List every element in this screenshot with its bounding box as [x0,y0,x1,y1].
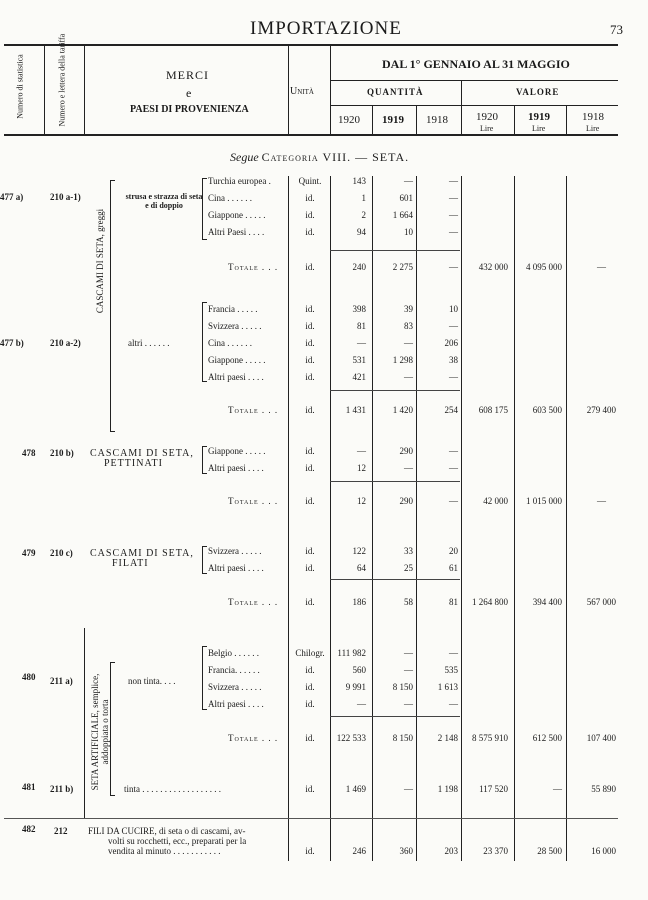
year-q1920: 1920 [338,114,360,126]
qty-1919: 83 [404,321,413,331]
qty-1919: 58 [404,597,413,607]
country-name: Altri paesi . . . . [208,699,264,709]
year-q1918: 1918 [426,114,448,126]
tariff-number: 210 c) [50,548,73,558]
unit: id. [305,733,315,743]
qty-1919: — [404,338,413,348]
qty-1920: — [357,338,366,348]
qty-1918: — [449,193,458,203]
qty-1920: 111 982 [337,648,366,658]
stat-number: 479 [22,548,36,558]
year-v1920: 1920 [476,111,498,123]
qty-1919: — [404,784,413,794]
tariff-number: 211 b) [50,784,74,794]
value-1920: 23 370 [483,846,508,856]
qty-1920: 186 [352,597,366,607]
country-name: Giappone . . . . . [208,355,266,365]
qty-1920: 246 [352,846,366,856]
qty-1919: 10 [404,227,413,237]
qty-1919: 8 150 [392,733,413,743]
qty-1919: — [404,665,413,675]
qty-1920: 560 [352,665,366,675]
group-seta-artificiale: SETA ARTIFICIALE, semplice, addoppiata o torta [90,673,110,791]
unit: id. [305,193,315,203]
total-label: Totale . . . [228,733,279,743]
qty-1918: 38 [449,355,458,365]
value-1919: 394 400 [532,597,562,607]
section-segue: Segue [230,150,259,164]
qty-1918: — [449,496,458,506]
value-1920: 117 520 [479,784,508,794]
qty-1919: — [404,648,413,658]
unit: id. [305,262,315,272]
col-header-period: DAL 1° GENNAIO AL 31 MAGGIO [382,57,570,71]
item-description: strusa e strazza di seta e di doppio [125,192,203,210]
country-name: Svizzera . . . . . [208,682,262,692]
unit: id. [305,463,315,473]
qty-1920: 12 [357,496,366,506]
qty-1920: 64 [357,563,366,573]
tariff-number: 210 a-1) [50,192,81,202]
value-1919: 603 500 [532,405,562,415]
value-1918: 16 000 [591,846,616,856]
qty-1920: 421 [352,372,366,382]
value-1920: 1 264 800 [472,597,508,607]
value-1918: 55 890 [591,784,616,794]
tariff-number: 211 a) [50,676,73,686]
qty-1920: — [357,699,366,709]
year-v1919: 1919 [528,111,550,123]
country-name: Svizzera . . . . . [208,321,262,331]
lire-v1919: Lire [532,124,546,133]
page-number: 73 [610,22,623,37]
col-header-unita: Unità [290,86,314,97]
country-name: Altri paesi . . . . [208,463,264,473]
qty-1920: 1 [361,193,366,203]
item-description-2: PETTINATI [104,458,163,469]
value-1920: 432 000 [478,262,508,272]
qty-1918: — [449,463,458,473]
col-header-e: e [186,86,192,100]
section-title [230,150,409,165]
value-1920: 608 175 [478,405,508,415]
unit: id. [305,597,315,607]
unit: id. [305,846,315,856]
country-name: Belgio . . . . . . [208,648,259,658]
qty-1920: 531 [352,355,366,365]
col-header-valore: VALORE [516,87,560,97]
total-label: Totale . . . [228,262,279,272]
lire-v1920: Lire [480,124,494,133]
qty-1919: 601 [399,193,413,203]
qty-1919: 360 [399,846,413,856]
value-1919: — [553,784,562,794]
unit: id. [305,304,315,314]
unit: id. [305,372,315,382]
qty-1920: 9 991 [345,682,366,692]
qty-1918: — [449,372,458,382]
stat-number: 481 [22,782,36,792]
item-description-2: volti su rocchetti, ecc., preparati per la [108,836,247,846]
value-1918: 279 400 [586,405,616,415]
value-1919: 612 500 [532,733,562,743]
unit: id. [305,321,315,331]
item-description: FILI DA CUCIRE, di seta o di cascami, av- [88,826,246,836]
unit: id. [305,563,315,573]
value-1920: 42 000 [483,496,508,506]
qty-1918: — [449,262,458,272]
unit: id. [305,665,315,675]
total-label: Totale . . . [228,496,279,506]
unit: Quint. [298,176,322,186]
col-header-paesi: PAESI DI PROVENIENZA [130,104,249,115]
country-name: Turchia europea . [208,176,271,186]
tariff-number: 210 a-2) [50,338,81,348]
unit: id. [305,210,315,220]
unit: Chilogr. [295,648,325,658]
qty-1918: — [449,176,458,186]
qty-1920: 122 533 [336,733,366,743]
qty-1919: 1 664 [392,210,413,220]
qty-1918: 20 [449,546,458,556]
col-header-numero-statistica: Numero di statistica [15,54,25,119]
qty-1919: — [404,372,413,382]
qty-1919: — [404,176,413,186]
country-name: Giappone . . . . . [208,446,266,456]
country-name: Cina . . . . . . [208,338,252,348]
qty-1919: — [404,699,413,709]
qty-1920: 94 [357,227,366,237]
value-1918: — [597,496,606,506]
item-description-3: vendita al minuto . . . . . . . . . . . [108,846,221,856]
unit: id. [305,446,315,456]
qty-1920: 1 431 [345,405,366,415]
unit: id. [305,699,315,709]
unit: id. [305,682,315,692]
qty-1920: 240 [352,262,366,272]
page-title: IMPORTAZIONE [250,18,402,39]
value-1918: 107 400 [586,733,616,743]
unit: id. [305,405,315,415]
qty-1920: 12 [357,463,366,473]
qty-1918: — [449,321,458,331]
qty-1920: 1 469 [345,784,366,794]
total-label: Totale . . . [228,597,279,607]
tariff-number: 210 b) [50,448,74,458]
unit: id. [305,355,315,365]
country-name: Francia. . . . . . [208,665,260,675]
value-1919: 28 500 [537,846,562,856]
unit: id. [305,338,315,348]
qty-1919: 33 [404,546,413,556]
qty-1919: 2 275 [392,262,413,272]
total-label: Totale . . . [228,405,279,415]
item-description: CASCAMI DI SETA, [90,448,194,459]
qty-1920: — [357,446,366,456]
qty-1919: 290 [399,446,413,456]
country-name: Svizzera . . . . . [208,546,262,556]
value-1919: 1 015 000 [526,496,562,506]
value-1918: 567 000 [586,597,616,607]
qty-1918: — [449,210,458,220]
qty-1918: — [449,699,458,709]
country-name: Cina . . . . . . [208,193,252,203]
tariff-number: 212 [54,826,68,836]
qty-1919: 1 420 [392,405,413,415]
qty-1918: 1 198 [437,784,458,794]
value-1918: — [597,262,606,272]
qty-1920: 81 [357,321,366,331]
value-1919: 4 095 000 [526,262,562,272]
country-name: Giappone . . . . . [208,210,266,220]
unit: id. [305,227,315,237]
qty-1918: — [449,227,458,237]
year-v1918: 1918 [582,111,604,123]
qty-1919: 1 298 [392,355,413,365]
stat-number: 480 [22,672,36,682]
item-description: altri . . . . . . [128,338,170,348]
item-description: tinta . . . . . . . . . . . . . . . . . . [124,784,221,794]
qty-1918: 81 [449,597,458,607]
qty-1920: 398 [352,304,366,314]
qty-1918: 535 [444,665,458,675]
qty-1918: 61 [449,563,458,573]
stat-number: 478 [22,448,36,458]
qty-1918: 203 [444,846,458,856]
unit: id. [305,496,315,506]
country-name: Francia . . . . . [208,304,258,314]
qty-1920: 143 [352,176,366,186]
item-description: non tinta. . . . [128,676,176,686]
qty-1918: 2 148 [437,733,458,743]
qty-1918: — [449,648,458,658]
qty-1919: 8 150 [392,682,413,692]
qty-1918: — [449,446,458,456]
col-header-merci: MERCI [166,68,210,82]
qty-1918: 206 [444,338,458,348]
item-description: CASCAMI DI SETA, [90,548,194,559]
country-name: Altri paesi . . . . [208,372,264,382]
col-header-quantita: QUANTITÀ [367,87,424,97]
lire-v1918: Lire [586,124,600,133]
qty-1919: 25 [404,563,413,573]
item-description-2: FILATI [112,558,149,569]
country-name: Altri paesi . . . . [208,563,264,573]
country-name: Altri Paesi . . . . [208,227,265,237]
stat-number: 482 [22,824,36,834]
qty-1918: 1 613 [437,682,458,692]
qty-1918: 254 [444,405,458,415]
qty-1918: 10 [449,304,458,314]
qty-1919: 39 [404,304,413,314]
qty-1919: — [404,463,413,473]
qty-1919: 290 [399,496,413,506]
qty-1920: 122 [352,546,366,556]
unit: id. [305,546,315,556]
value-1920: 8 575 910 [472,733,508,743]
group-cascami-greggi: CASCAMI DI SETA, greggi [95,208,105,314]
year-q1919: 1919 [382,114,404,126]
section-category: Categoria VIII. — SETA. [261,150,410,164]
qty-1920: 2 [361,210,366,220]
stat-number: 477 b) [0,338,24,348]
stat-number: 477 a) [0,192,24,202]
unit: id. [305,784,315,794]
col-header-numero-tariffa: Numero e lettera della tariffa [57,33,67,127]
